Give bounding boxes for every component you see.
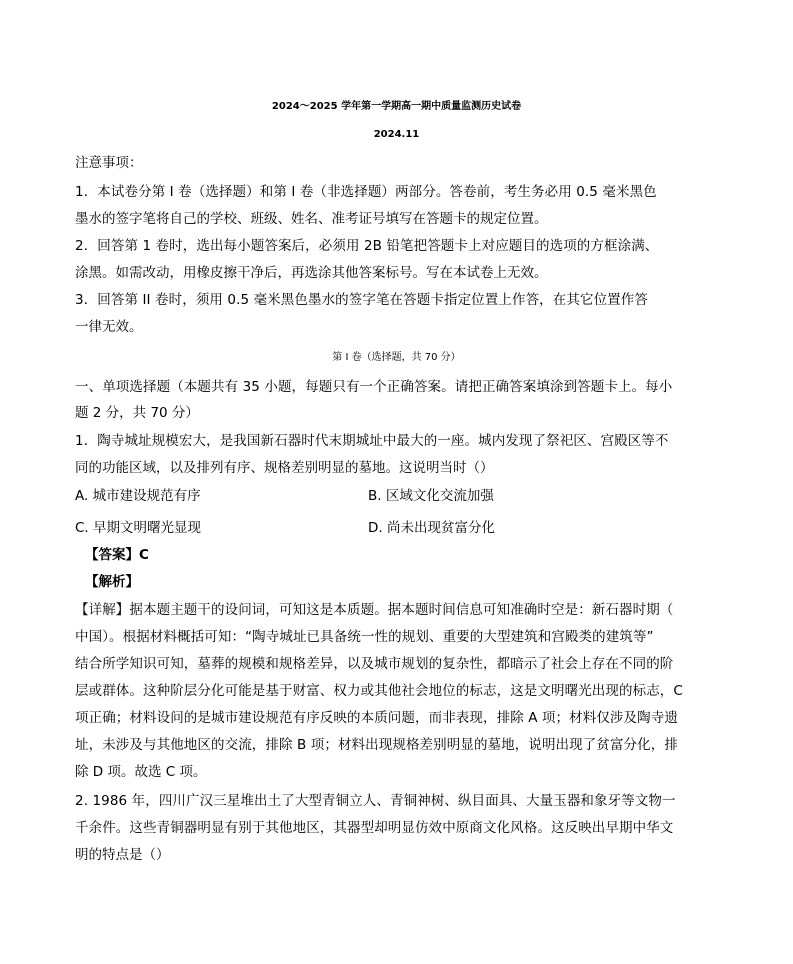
- q1-detail-line: 层或群体。这种阶层分化可能是基于财富、权力或其他社会地位的标志，这是文明曙光出现的标志，C: [75, 683, 683, 699]
- q1-detail-line: 址，未涉及与其他地区的交流，排除 B 项；材料出现规格差别明显的墓地，说明出现了贫富分化，排: [75, 737, 678, 753]
- q1-option-c: C. 早期文明曙光显现: [75, 520, 202, 536]
- q1-stem: 1．陶寺城址规模宏大，是我国新石器时代末期城址中最大的一座。城内发现了祭祀区、宫殿区等不: [75, 433, 669, 449]
- q1-option-a: A. 城市建设规范有序: [75, 488, 201, 504]
- q1-option-b: B. 区域文化交流加强: [368, 488, 494, 504]
- q1-detail-line: 中国）。根据材料概括可知：“陶寺城址已具备统一性的规划、重要的大型建筑和宫殿类的建筑等”: [75, 629, 654, 645]
- q2-stem: 明的特点是（）: [75, 847, 170, 863]
- q1-option-d: D. 尚未出现贫富分化: [368, 520, 495, 536]
- q1-detail-line: 除 D 项。故选 C 项。: [75, 764, 207, 780]
- q1-analysis-label: 【解析】: [85, 574, 139, 590]
- q2-stem: 千余件。这些青铜器明显有别于其他地区，其器型却明显仿效中原商文化风格。这反映出早期中华文: [75, 820, 674, 836]
- notice-line: 墨水的签字笔将自己的学校、班级、姓名、准考证号填写在答题卡的规定位置。: [75, 211, 548, 227]
- section-instruction: 一、单项选择题（本题共有 35 小题，每题只有一个正确答案。请把正确答案填涂到答题卡上。每小: [75, 379, 673, 395]
- q1-detail-line: 项正确；材料设问的是城市建设规范有序反映的本质问题，而非表现，排除 A 项；材料仅涉及陶寺遗: [75, 710, 678, 726]
- section-title: 第 I 卷（选择题，共 70 分）: [332, 352, 461, 363]
- q1-answer: 【答案】C: [85, 547, 149, 563]
- exam-date: 2024.11: [373, 129, 420, 140]
- notice-line: 3．回答第 II 卷时，须用 0.5 毫米黑色墨水的签字笔在答题卡指定位置上作答，在其它位置作答: [75, 292, 648, 308]
- notice-heading: 注意事项：: [75, 155, 143, 171]
- q1-detail-line: 【详解】据本题主题干的设问词，可知这是本质题。据本题时间信息可知准确时空是：新石器时期（: [75, 602, 674, 618]
- exam-title: 2024～2025 学年第一学期高一期中质量监测历史试卷: [271, 101, 522, 112]
- q2-stem: 2. 1986 年，四川广汉三星堆出土了大型青铜立人、青铜神树、纵目面具、大量玉器和象牙等文物一: [75, 793, 676, 809]
- section-instruction: 题 2 分，共 70 分）: [75, 405, 199, 421]
- notice-line: 2．回答第 1 卷时，选出每小题答案后，必须用 2B 铅笔把答题卡上对应题目的选项的方框涂满、: [75, 238, 659, 254]
- q1-detail-line: 结合所学知识可知，墓葬的规模和规格差异，以及城市规划的复杂性，都暗示了社会上存在不同的阶: [75, 656, 674, 672]
- notice-line: 1．本试卷分第 I 卷（选择题）和第 I 卷（非选择题）两部分。答卷前，考生务必用 0.5 毫米黑色: [75, 184, 657, 200]
- q1-stem: 同的功能区域，以及排列有序、规格差别明显的墓地。这说明当时（）: [75, 460, 494, 476]
- notice-line: 一律无效。: [75, 319, 143, 335]
- notice-line: 涂黑。如需改动，用橡皮擦干净后，再选涂其他答案标号。写在本试卷上无效。: [75, 265, 548, 281]
